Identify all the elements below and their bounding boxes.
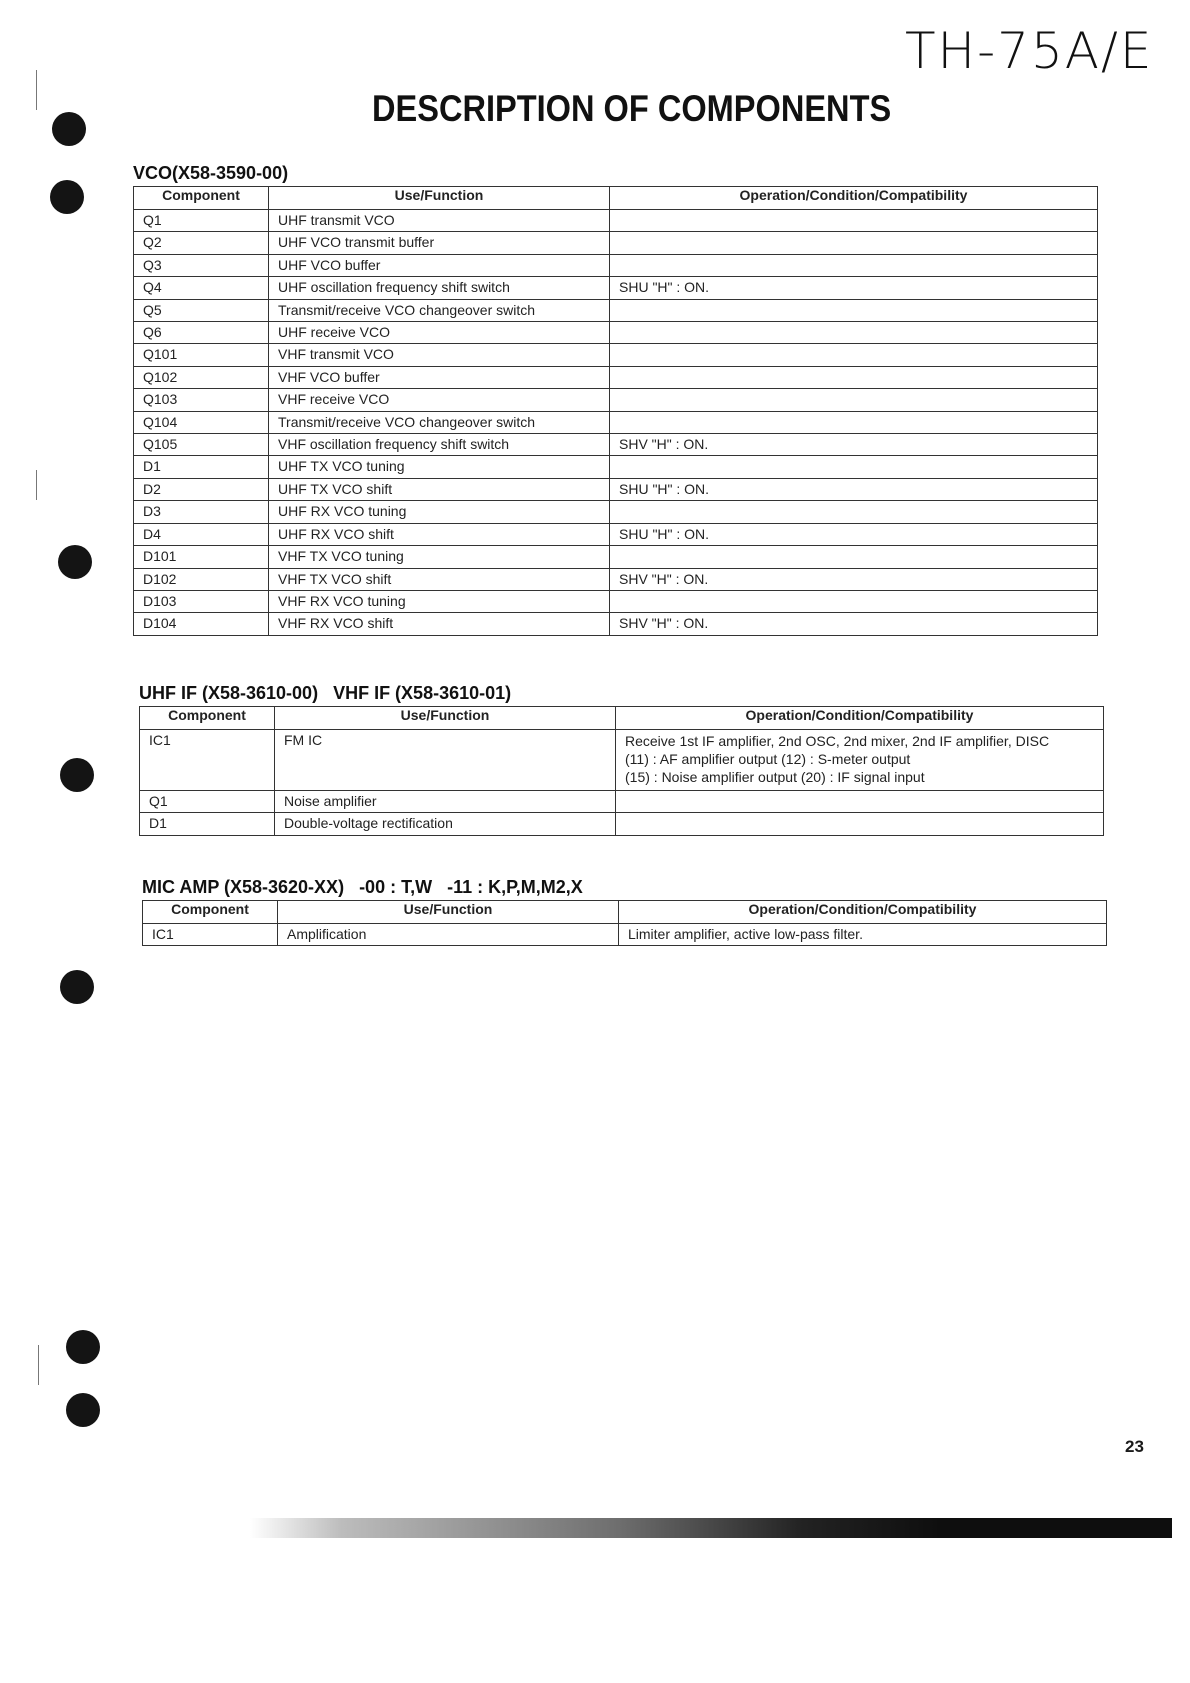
component-cell: D4	[134, 523, 269, 545]
component-cell: D104	[134, 613, 269, 635]
use-cell: VHF receive VCO	[269, 389, 610, 411]
binder-hole	[60, 758, 94, 792]
column-header-use: Use/Function	[278, 901, 619, 924]
table-row	[134, 501, 1098, 523]
operation-cell	[610, 366, 1098, 388]
component-cell: Q105	[134, 434, 269, 456]
operation-cell: SHU "H" : ON.	[610, 478, 1098, 500]
table-row	[134, 434, 1098, 456]
operation-cell	[610, 322, 1098, 344]
binder-hole	[58, 545, 92, 579]
table-header-row	[140, 707, 1104, 730]
use-cell: UHF VCO transmit buffer	[269, 232, 610, 254]
use-cell: VHF oscillation frequency shift switch	[269, 434, 610, 456]
table-row	[134, 299, 1098, 321]
component-cell: IC1	[143, 924, 278, 946]
operation-cell	[610, 210, 1098, 232]
column-header-operation: Operation/Condition/Compatibility	[610, 187, 1098, 210]
column-header-component: Component	[134, 187, 269, 210]
component-cell: Q6	[134, 322, 269, 344]
component-cell: Q101	[134, 344, 269, 366]
component-cell: Q102	[134, 366, 269, 388]
table-row	[134, 411, 1098, 433]
binder-hole	[66, 1330, 100, 1364]
table-row	[134, 254, 1098, 276]
table-row	[134, 322, 1098, 344]
operation-cell	[610, 389, 1098, 411]
component-cell: Q3	[134, 254, 269, 276]
column-header-operation: Operation/Condition/Compatibility	[619, 901, 1107, 924]
column-header-component: Component	[143, 901, 278, 924]
table-header-row	[143, 901, 1107, 924]
table-header-row	[134, 187, 1098, 210]
use-cell: UHF transmit VCO	[269, 210, 610, 232]
use-cell: FM IC	[275, 730, 616, 791]
table-row	[134, 232, 1098, 254]
model-number: TH-75A/E	[905, 22, 1154, 80]
component-cell: D103	[134, 590, 269, 612]
operation-line: Receive 1st IF amplifier, 2nd OSC, 2nd mixer, 2nd IF amplifier, DISC	[625, 733, 1050, 749]
operation-cell	[610, 456, 1098, 478]
operation-cell	[610, 254, 1098, 276]
vco-table	[133, 186, 1098, 636]
component-cell: Q1	[134, 210, 269, 232]
operation-line: (11) : AF amplifier output (12) : S-meter output	[625, 751, 911, 767]
table-row	[134, 590, 1098, 612]
table-row	[134, 210, 1098, 232]
page-number: 23	[1125, 1437, 1144, 1456]
component-cell: D2	[134, 478, 269, 500]
scan-edge-mark	[38, 1345, 39, 1385]
operation-cell: SHU "H" : ON.	[610, 523, 1098, 545]
operation-cell	[610, 299, 1098, 321]
operation-cell: Limiter amplifier, active low-pass filter.	[619, 924, 1107, 946]
component-cell: Q5	[134, 299, 269, 321]
operation-cell	[610, 344, 1098, 366]
table-row	[140, 730, 1104, 791]
use-cell: VHF transmit VCO	[269, 344, 610, 366]
operation-cell: SHV "H" : ON.	[610, 613, 1098, 635]
operation-line: (15) : Noise amplifier output (20) : IF signal input	[625, 769, 925, 785]
operation-cell	[616, 813, 1104, 835]
column-header-use: Use/Function	[269, 187, 610, 210]
component-cell: Q1	[140, 791, 275, 813]
use-cell: UHF RX VCO shift	[269, 523, 610, 545]
component-cell: IC1	[140, 730, 275, 791]
use-cell: UHF oscillation frequency shift switch	[269, 277, 610, 299]
scan-edge-mark	[36, 470, 37, 500]
use-cell: Transmit/receive VCO changeover switch	[269, 411, 610, 433]
table-row	[134, 344, 1098, 366]
use-cell: UHF TX VCO shift	[269, 478, 610, 500]
binder-hole	[60, 970, 94, 1004]
table-row	[134, 568, 1098, 590]
table-row	[134, 456, 1098, 478]
component-cell: D3	[134, 501, 269, 523]
operation-cell	[616, 730, 1104, 791]
component-cell: Q4	[134, 277, 269, 299]
component-cell: Q2	[134, 232, 269, 254]
column-header-operation: Operation/Condition/Compatibility	[616, 707, 1104, 730]
use-cell: Amplification	[278, 924, 619, 946]
operation-cell	[616, 791, 1104, 813]
use-cell: VHF TX VCO shift	[269, 568, 610, 590]
operation-cell	[610, 546, 1098, 568]
operation-cell	[610, 590, 1098, 612]
table-row	[134, 389, 1098, 411]
table-row	[134, 546, 1098, 568]
scan-edge-mark	[36, 70, 37, 110]
mic-amp-table	[142, 900, 1107, 946]
table-row	[134, 523, 1098, 545]
operation-cell: SHV "H" : ON.	[610, 434, 1098, 456]
use-cell: Double-voltage rectification	[275, 813, 616, 835]
operation-cell: SHU "H" : ON.	[610, 277, 1098, 299]
use-cell: Noise amplifier	[275, 791, 616, 813]
component-cell: Q104	[134, 411, 269, 433]
use-cell: VHF RX VCO tuning	[269, 590, 610, 612]
operation-cell	[610, 232, 1098, 254]
use-cell: Transmit/receive VCO changeover switch	[269, 299, 610, 321]
operation-cell: SHV "H" : ON.	[610, 568, 1098, 590]
if-table	[139, 706, 1104, 836]
component-cell: D102	[134, 568, 269, 590]
footer-bar	[250, 1518, 1172, 1538]
binder-hole	[66, 1393, 100, 1427]
component-cell: D1	[140, 813, 275, 835]
table-row	[140, 813, 1104, 835]
use-cell: UHF RX VCO tuning	[269, 501, 610, 523]
table-row	[143, 924, 1107, 946]
use-cell: UHF receive VCO	[269, 322, 610, 344]
if-section-title: UHF IF (X58-3610-00) VHF IF (X58-3610-01)	[139, 683, 512, 703]
use-cell: UHF TX VCO tuning	[269, 456, 610, 478]
component-cell: Q103	[134, 389, 269, 411]
table-row	[134, 277, 1098, 299]
page-title: DESCRIPTION OF COMPONENTS	[372, 88, 892, 129]
column-header-component: Component	[140, 707, 275, 730]
table-row	[134, 366, 1098, 388]
component-cell: D101	[134, 546, 269, 568]
operation-cell	[610, 411, 1098, 433]
use-cell: VHF RX VCO shift	[269, 613, 610, 635]
component-cell: D1	[134, 456, 269, 478]
use-cell: VHF VCO buffer	[269, 366, 610, 388]
vco-section-title: VCO(X58-3590-00)	[133, 163, 289, 183]
operation-cell	[610, 501, 1098, 523]
use-cell: VHF TX VCO tuning	[269, 546, 610, 568]
use-cell: UHF VCO buffer	[269, 254, 610, 276]
column-header-use: Use/Function	[275, 707, 616, 730]
table-row	[134, 613, 1098, 635]
table-row	[134, 478, 1098, 500]
binder-hole	[50, 180, 84, 214]
binder-hole	[52, 112, 86, 146]
table-row	[140, 791, 1104, 813]
mic-amp-section-title: MIC AMP (X58-3620-XX) -00 : T,W -11 : K,P,M,M2,X	[142, 877, 583, 897]
